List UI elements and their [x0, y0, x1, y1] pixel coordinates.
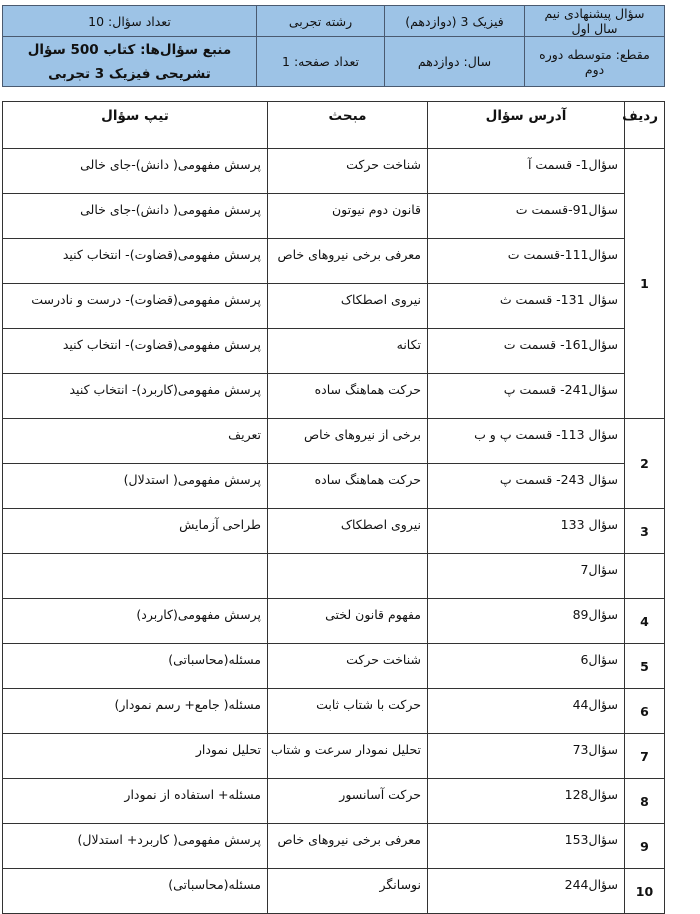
table-row: [3, 194, 665, 239]
header-address: آدرس سؤال: [428, 102, 625, 149]
question-address: سؤال241- قسمت پ: [428, 374, 625, 419]
question-source: منبع سؤال‌ها: کتاب 500 سؤال تشریحی فیزیک 3 تجربی: [3, 37, 257, 87]
questions-table: [2, 101, 665, 914]
question-type: مسئله(محاسباتی): [3, 869, 268, 914]
table-row: [3, 149, 665, 194]
question-topic: معرفی برخی نیروهای خاص: [268, 824, 428, 869]
question-topic: حرکت آسانسور: [268, 779, 428, 824]
question-type: پرسش مفهومی(قضاوت)- انتخاب کنید: [3, 329, 268, 374]
question-type: [3, 554, 268, 599]
table-row: [3, 329, 665, 374]
row-number: 4: [625, 599, 665, 644]
page-count: تعداد صفحه: 1: [257, 37, 385, 87]
question-type: پرسش مفهومی(کاربرد): [3, 599, 268, 644]
question-topic: تحلیل نمودار سرعت و شتاب: [268, 734, 428, 779]
question-type: مسئله( جامع+ رسم نمودار): [3, 689, 268, 734]
question-address: سؤال244: [428, 869, 625, 914]
question-address: سؤال 131- قسمت ث: [428, 284, 625, 329]
question-address: سؤال73: [428, 734, 625, 779]
question-topic: حرکت هماهنگ ساده: [268, 374, 428, 419]
table-row: [3, 284, 665, 329]
table-row: [3, 419, 665, 464]
course-name: فیزیک 3 (دوازدهم): [385, 6, 525, 37]
field-name: رشته تجربی: [257, 6, 385, 37]
row-number: 9: [625, 824, 665, 869]
table-row: [3, 689, 665, 734]
question-address: سؤال161- قسمت ت: [428, 329, 625, 374]
question-count: تعداد سؤال: 10: [3, 6, 257, 37]
header-type: تیپ سؤال: [3, 102, 268, 149]
question-topic: قانون دوم نیوتون: [268, 194, 428, 239]
question-address: سؤال128: [428, 779, 625, 824]
row-number: [625, 554, 665, 599]
table-row: [3, 644, 665, 689]
row-number: 5: [625, 644, 665, 689]
question-address: سؤال153: [428, 824, 625, 869]
table-row: [3, 779, 665, 824]
exam-info-table: [2, 5, 665, 87]
table-row: [3, 464, 665, 509]
question-type: تعریف: [3, 419, 268, 464]
question-address: سؤال89: [428, 599, 625, 644]
question-topic: نیروی اصطکاک: [268, 509, 428, 554]
question-type: مسئله(محاسباتی): [3, 644, 268, 689]
question-topic: [268, 554, 428, 599]
row-number: 8: [625, 779, 665, 824]
question-address: سؤال44: [428, 689, 625, 734]
table-row: [3, 869, 665, 914]
question-address: سؤال6: [428, 644, 625, 689]
table-row: [3, 374, 665, 419]
question-topic: حرکت هماهنگ ساده: [268, 464, 428, 509]
question-address: سؤال1- قسمت آ: [428, 149, 625, 194]
row-number: 2: [625, 419, 665, 509]
question-topic: شناخت حرکت: [268, 644, 428, 689]
question-topic: معرفی برخی نیروهای خاص: [268, 239, 428, 284]
question-type: پرسش مفهومی( دانش)-جای خالی: [3, 149, 268, 194]
question-address: سؤال91-قسمت ت: [428, 194, 625, 239]
question-topic: شناخت حرکت: [268, 149, 428, 194]
row-number: 7: [625, 734, 665, 779]
question-type: پرسش مفهومی(کاربرد)- انتخاب کنید: [3, 374, 268, 419]
question-type: تحلیل نمودار: [3, 734, 268, 779]
question-address: سؤال7: [428, 554, 625, 599]
row-number: 6: [625, 689, 665, 734]
question-type: پرسش مفهومی( استدلال): [3, 464, 268, 509]
question-topic: مفهوم قانون لختی: [268, 599, 428, 644]
question-address: سؤال 113- قسمت پ و ب: [428, 419, 625, 464]
header-topic: مبحث: [268, 102, 428, 149]
table-row: [3, 509, 665, 554]
question-topic: برخی از نیروهای خاص: [268, 419, 428, 464]
table-row: [3, 554, 665, 599]
row-number: 3: [625, 509, 665, 554]
question-topic: تکانه: [268, 329, 428, 374]
level: مقطع: متوسطه دوره دوم: [525, 37, 665, 87]
row-number: 1: [625, 149, 665, 419]
question-type: مسئله+ استفاده از نمودار: [3, 779, 268, 824]
table-row: [3, 734, 665, 779]
year: سال: دوازدهم: [385, 37, 525, 87]
question-address: سؤال 243- قسمت پ: [428, 464, 625, 509]
header-row-number: ردیف: [625, 102, 665, 149]
table-row: [3, 599, 665, 644]
question-type: طراحی آزمایش: [3, 509, 268, 554]
question-type: پرسش مفهومی( کاربرد+ استدلال): [3, 824, 268, 869]
question-address: سؤال 133: [428, 509, 625, 554]
question-type: پرسش مفهومی(قضاوت)- درست و نادرست: [3, 284, 268, 329]
question-type: پرسش مفهومی( دانش)-جای خالی: [3, 194, 268, 239]
table-row: [3, 824, 665, 869]
question-topic: نوسانگر: [268, 869, 428, 914]
question-address: سؤال111-قسمت ت: [428, 239, 625, 284]
question-topic: حرکت با شتاب ثابت: [268, 689, 428, 734]
row-number: 10: [625, 869, 665, 914]
question-topic: نیروی اصطکاک: [268, 284, 428, 329]
question-type: پرسش مفهومی(قضاوت)- انتخاب کنید: [3, 239, 268, 284]
table-row: [3, 239, 665, 284]
exam-title: سؤال پیشنهادی نیم سال اول: [525, 6, 665, 37]
